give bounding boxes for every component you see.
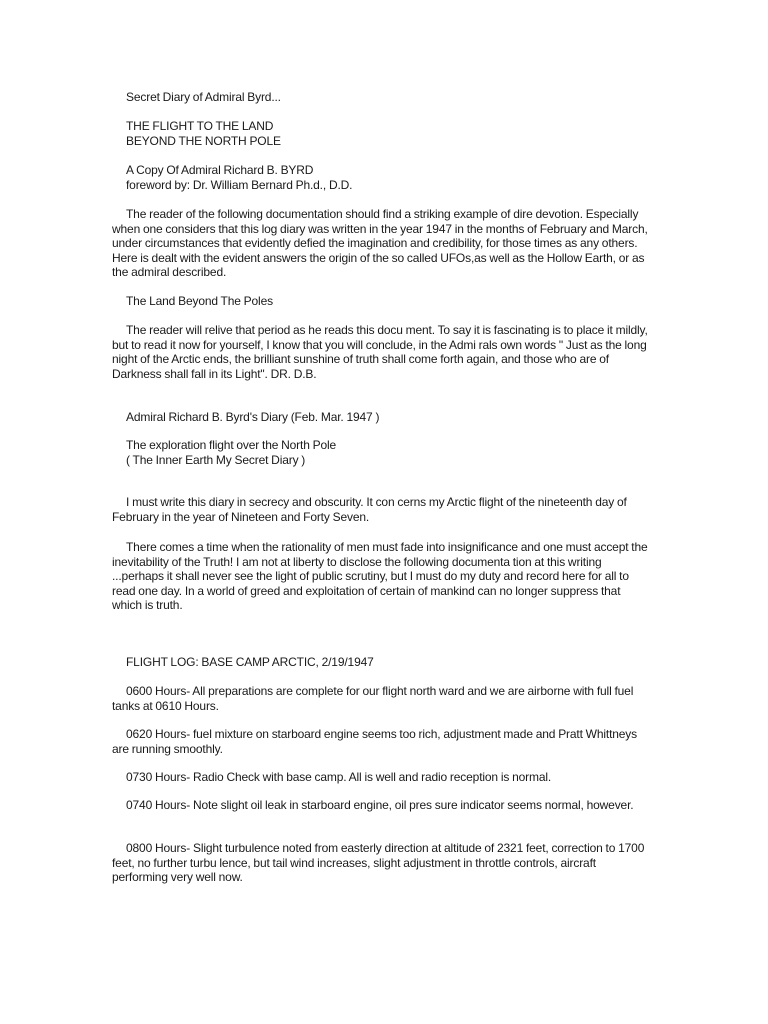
exploration-line-2: ( The Inner Earth My Secret Diary ) [126, 452, 306, 467]
log-entry-0730: 0730 Hours- Radio Check with base camp. All is well and radio reception is normal. [126, 770, 552, 784]
title-line-1: THE FLIGHT TO THE LAND [126, 119, 274, 133]
document-title [126, 119, 666, 148]
intro-paragraph: The reader of the following documentation should find a striking example of dire devotion. Especially when one considers that this log diary was written in the year 1947 in the months of February and March, under circumstances that evidently defied the imagination and credibility, for those times as any others. Here is dealt with the evident answers the origin of the so called UFOs,as well as the Hollow Earth, or as the admiral described. [112, 207, 648, 280]
log-entry-0600: 0600 Hours- All preparations are complete for our flight north ward and we are airborne with full fuel tanks at 0610 Hours. [112, 684, 634, 713]
exploration-heading [126, 438, 666, 467]
log-entry-0620: 0620 Hours- fuel mixture on starboard engine seems too rich, adjustment made and Pratt Whittneys are running smoothly. [112, 727, 638, 756]
copy-credit [126, 163, 666, 192]
exploration-line-1: The exploration flight over the North Pole [126, 438, 337, 452]
copy-line: A Copy Of Admiral Richard B. BYRD [126, 163, 314, 177]
heading-land-beyond-poles: The Land Beyond The Poles [126, 294, 273, 308]
reader-paragraph: The reader will relive that period as he reads this docu ment. To say it is fascinating is to place it mildly, but to read it now for yourself, I know that you will conclude, in the Admi rals own words " Just as the long night of the Arctic ends, the brilliant sunshine of truth shall come forth again, and those who are of Darkness shall fall in its Light". DR. D.B. [112, 323, 648, 381]
secrecy-paragraph: I must write this diary in secrecy and obscurity. It con cerns my Arctic flight of the nineteenth day of February in the year of Nineteen and Forty Seven. [112, 495, 627, 524]
foreword-line: foreword by: Dr. William Bernard Ph.d., D.D. [126, 177, 353, 192]
truth-paragraph: There comes a time when the rationality of men must fade into insignificance and one must accept the inevitability of the Truth! I am not at liberty to disclose the following documenta tion at this writing ...perhaps it shall never see the light of public scrutiny, but I must do my duty and record here for all to read one day. In a world of greed and exploitation of certain of mankind can no longer suppress that which is truth. [112, 540, 648, 613]
diary-title: Admiral Richard B. Byrd's Diary (Feb. Mar. 1947 ) [126, 410, 380, 424]
title-line-2: BEYOND THE NORTH POLE [126, 133, 281, 148]
flight-log-heading: FLIGHT LOG: BASE CAMP ARCTIC, 2/19/1947 [126, 655, 374, 669]
log-entry-0800: 0800 Hours- Slight turbulence noted from easterly direction at altitude of 2321 feet, correction to 1700 feet, no further turbu lence, but tail wind increases, slight adjustment in throttle controls, aircraft performing very well now. [112, 841, 645, 885]
diary-intro-line: Secret Diary of Admiral Byrd... [126, 90, 281, 104]
log-entry-0740: 0740 Hours- Note slight oil leak in starboard engine, oil pres sure indicator seems normal, however. [126, 798, 634, 812]
